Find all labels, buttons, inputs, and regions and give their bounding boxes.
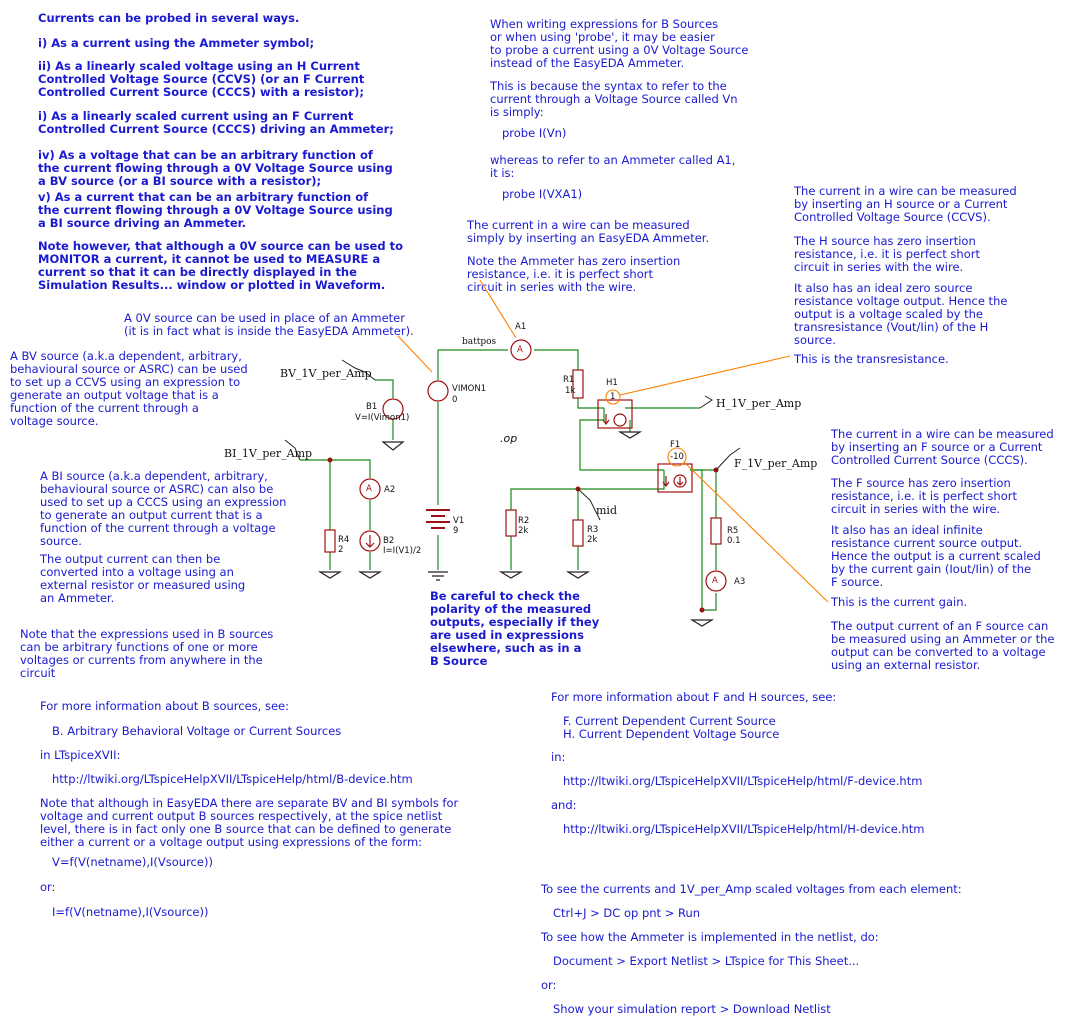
- run-2: Ctrl+J > DC op pnt > Run: [553, 906, 701, 920]
- r3-resistor-icon: [573, 520, 583, 546]
- net-mid: mid: [596, 504, 617, 517]
- ground-icon-r3: [568, 572, 588, 578]
- expression-note: Note that the expressions used in B sources can be arbitrary functions of one or more voltages or currents from anywhere in the circuit: [20, 627, 274, 680]
- net-h: H_1V_per_Amp: [716, 397, 802, 410]
- ground-icon-h1: [620, 432, 640, 438]
- zero-source-text: A 0V source can be used in place of an Ammeter (it is in fact what is inside the EasyEDA Ammeter).: [124, 311, 414, 338]
- f-text-2: The F source has zero insertion resistance, i.e. it is perfect short circuit in series with the wire.: [831, 476, 1017, 516]
- spice-directive[interactable]: .op: [500, 432, 518, 445]
- pointer-ammeter: [480, 280, 516, 338]
- ground-icon-r4: [320, 572, 340, 578]
- net-f: F_1V_per_Amp: [734, 457, 818, 470]
- f-text-4: This is the current gain.: [831, 595, 968, 609]
- bv-text: A BV source (a.k.a dependent, arbitrary, behavioural source or ASRC) can be used to set up a CCVS using an expression to generate an output voltage that is a function of the current through a voltage source.: [10, 349, 248, 428]
- bsrc-info-8: I=f(V(netname),I(Vsource)): [52, 905, 209, 919]
- f1-gain: -10: [670, 452, 684, 462]
- junction-bi: [328, 458, 333, 463]
- v1-value: 9: [453, 526, 459, 536]
- bsrc-info-7: or:: [40, 880, 56, 894]
- a3-label: A3: [734, 577, 746, 587]
- h-text-1: The current in a wire can be measured by inserting an H source or a Current Controlled Voltage Source (CCVS).: [794, 184, 1017, 224]
- r3-label: R3: [587, 525, 599, 535]
- probe-code-2: probe I(VXA1): [502, 187, 583, 201]
- wire-bv: [375, 380, 393, 398]
- wire-battpos-right: [534, 350, 578, 370]
- way-5: v) As a current that can be an arbitrary function of the current flowing through a 0V Voltage Source using a BI source driving an Ammeter.: [38, 190, 393, 230]
- b1-label: B1: [366, 402, 378, 412]
- bsrc-info-6: V=f(V(netname),I(Vsource)): [52, 855, 213, 869]
- probe-text-3: whereas to refer to an Ammeter called A1, it is:: [490, 153, 736, 180]
- probe-text-2: This is because the syntax to refer to the current through a Voltage Source called Vn is simply:: [490, 79, 738, 119]
- wire-f1-out: [690, 470, 716, 518]
- h1-output-icon: [614, 414, 626, 426]
- wire-h1-loop: [580, 408, 604, 445]
- vimon-label: VIMON1: [452, 384, 487, 394]
- way-3: i) As a linearly scaled current using an F Current Controlled Current Source (CCCS) driving an Ammeter;: [38, 109, 394, 136]
- net-bi: BI_1V_per_Amp: [224, 447, 313, 460]
- b1-expression: V=I(Vimon1): [355, 413, 410, 423]
- ground-icon-b1: [383, 442, 403, 450]
- monitor-note: Note however, that although a 0V source can be used to MONITOR a current, it cannot be used to MEASURE a current so that it can be directly displayed in the Simulation Results... window or plotted in Waveform.: [38, 239, 403, 292]
- v1-label: V1: [453, 516, 465, 526]
- r3-value: 2k: [587, 535, 598, 545]
- fh-info-3: in:: [551, 750, 566, 764]
- r2-value: 2k: [518, 526, 529, 536]
- fh-info-5: and:: [551, 798, 577, 812]
- ground-icon-b2: [360, 572, 380, 578]
- r1-label: R1: [563, 375, 575, 385]
- vimon-value: 0: [452, 395, 458, 405]
- a2-label: A2: [384, 485, 396, 495]
- b2-expression: I=I(V1)/2: [383, 546, 422, 556]
- ammeter-text-2: Note the Ammeter has zero insertion resistance, i.e. it is perfect short circuit in series with the wire.: [467, 254, 681, 294]
- b2-label: B2: [383, 536, 395, 546]
- junction-a3: [700, 608, 705, 613]
- net-battpos: battpos: [462, 337, 497, 347]
- flag-icon-h: [700, 396, 712, 408]
- f1-label: F1: [670, 440, 681, 450]
- intro-heading: Currents can be probed in several ways.: [38, 11, 300, 25]
- ground-icon-r2: [501, 572, 521, 578]
- a2-symbol: A: [366, 484, 372, 494]
- r1-value: 1k: [565, 386, 576, 396]
- r4-label: R4: [338, 535, 350, 545]
- pointers: [398, 280, 828, 602]
- probe-text-1: When writing expressions for B Sources or when using 'probe', it may be easier to probe a current using a 0V Voltage Source instead of the EasyEDA Ammeter.: [490, 17, 749, 70]
- wires: [300, 350, 716, 610]
- fh-info-1: For more information about F and H sources, see:: [551, 690, 837, 704]
- run-4: Document > Export Netlist > LTspice for This Sheet...: [553, 954, 860, 968]
- ground-icon-v1: [428, 572, 448, 580]
- fh-info-2: F. Current Dependent Current Source H. Current Dependent Voltage Source: [563, 714, 780, 741]
- r5-value: 0.1: [727, 536, 741, 546]
- h1-gain: 1: [610, 392, 616, 402]
- a1-label: A1: [515, 322, 527, 332]
- h-text-2: The H source has zero insertion resistance, i.e. it is perfect short circuit in series with the wire.: [794, 234, 980, 274]
- net-bv: BV_1V_per_Amp: [280, 367, 372, 380]
- fh-info-url-f[interactable]: http://ltwiki.org/LTspiceHelpXVII/LTspiceHelp/html/F-device.htm: [563, 774, 923, 788]
- way-2: ii) As a linearly scaled voltage using an H Current Controlled Voltage Source (CCVS) (or an F Current Controlled Current Source (CCCS) with a resistor);: [38, 59, 365, 99]
- ground-icon-f1: [692, 620, 712, 626]
- r5-resistor-icon: [711, 518, 721, 544]
- ammeter-text-1: The current in a wire can be measured simply by inserting an EasyEDA Ammeter.: [467, 218, 710, 245]
- a1-symbol: A: [517, 345, 523, 355]
- a3-symbol: A: [712, 576, 718, 586]
- wire-a3-gnd: [702, 593, 716, 610]
- v1-battery-icon: [426, 510, 450, 528]
- way-1: i) As a current using the Ammeter symbol;: [38, 36, 315, 50]
- f-text-1: The current in a wire can be measured by inserting an F source or a Current Controlled Current Source (CCCS).: [831, 427, 1054, 467]
- bsrc-info-3: in LTspiceXVII:: [40, 748, 121, 762]
- r4-value: 2: [338, 545, 344, 555]
- wire-f1-in: [580, 445, 664, 470]
- way-4: iv) As a voltage that can be an arbitrary function of the current flowing through a 0V Voltage Source using a BV source (or a BI source with a resistor);: [38, 148, 393, 188]
- bsrc-info-1: For more information about B sources, see:: [40, 699, 289, 713]
- f-text-5: The output current of an F source can be measured using an Ammeter or the output can be converted to a voltage using an external resistor.: [831, 619, 1055, 672]
- run-5: or:: [541, 978, 557, 992]
- wire-bi: [300, 460, 370, 478]
- r2-label: R2: [518, 516, 530, 526]
- fh-info-url-h[interactable]: http://ltwiki.org/LTspiceHelpXVII/LTspiceHelp/html/H-device.htm: [563, 822, 925, 836]
- h-text-3: It also has an ideal zero source resistance voltage output. Hence the output is a voltage scaled by the transresistance (Vout/Iin) of the H source.: [794, 281, 1008, 347]
- h1-label: H1: [606, 378, 618, 388]
- bsrc-info-url[interactable]: http://ltwiki.org/LTspiceHelpXVII/LTspiceHelp/html/B-device.htm: [52, 772, 413, 786]
- bsrc-info-2: B. Arbitrary Behavioral Voltage or Current Sources: [52, 724, 342, 738]
- wire-f1-mid: [511, 470, 664, 510]
- bi-text-2: The output current can then be converted into a voltage using an external resistor or measured using an Ammeter.: [40, 552, 246, 605]
- r2-resistor-icon: [506, 510, 516, 536]
- bi-text-1: A BI source (a.k.a dependent, arbitrary, behavioural source or ASRC) can also be used to set up a CCCS using an expression to generate an output current that is a function of the current through a voltage source.: [40, 469, 287, 548]
- probe-code-1: probe I(Vn): [502, 126, 567, 140]
- run-1: To see the currents and 1V_per_Amp scaled voltages from each element:: [541, 882, 962, 896]
- f1-inner-arrow-icon: [677, 477, 683, 485]
- run-6: Show your simulation report > Download Netlist: [553, 1002, 831, 1016]
- r5-label: R5: [727, 526, 739, 536]
- pointer-transresistance: [620, 356, 790, 395]
- b2-arrow-icon: [366, 535, 374, 547]
- pointer-zero-source: [398, 336, 432, 372]
- careful-note: Be careful to check the polarity of the measured outputs, especially if they are used in expressions elsewhere, such as in a B Source: [430, 589, 600, 668]
- run-3: To see how the Ammeter is implemented in the netlist, do:: [541, 930, 879, 944]
- r4-resistor-icon: [325, 530, 335, 552]
- bsrc-info-5: Note that although in EasyEDA there are separate BV and BI symbols for voltage and current output B sources respectively, at the spice netlist level, there is in fact only one B source that can be defined to generate either a current or a voltage output using expressions of the form:: [40, 796, 459, 849]
- h-text-4: This is the transresistance.: [794, 352, 949, 366]
- f-text-3: It also has an ideal infinite resistance current source output. Hence the output is a current scaled by the current gain (Iout/Iin) of the F source.: [831, 523, 1041, 589]
- vimon-source-icon: [428, 381, 448, 401]
